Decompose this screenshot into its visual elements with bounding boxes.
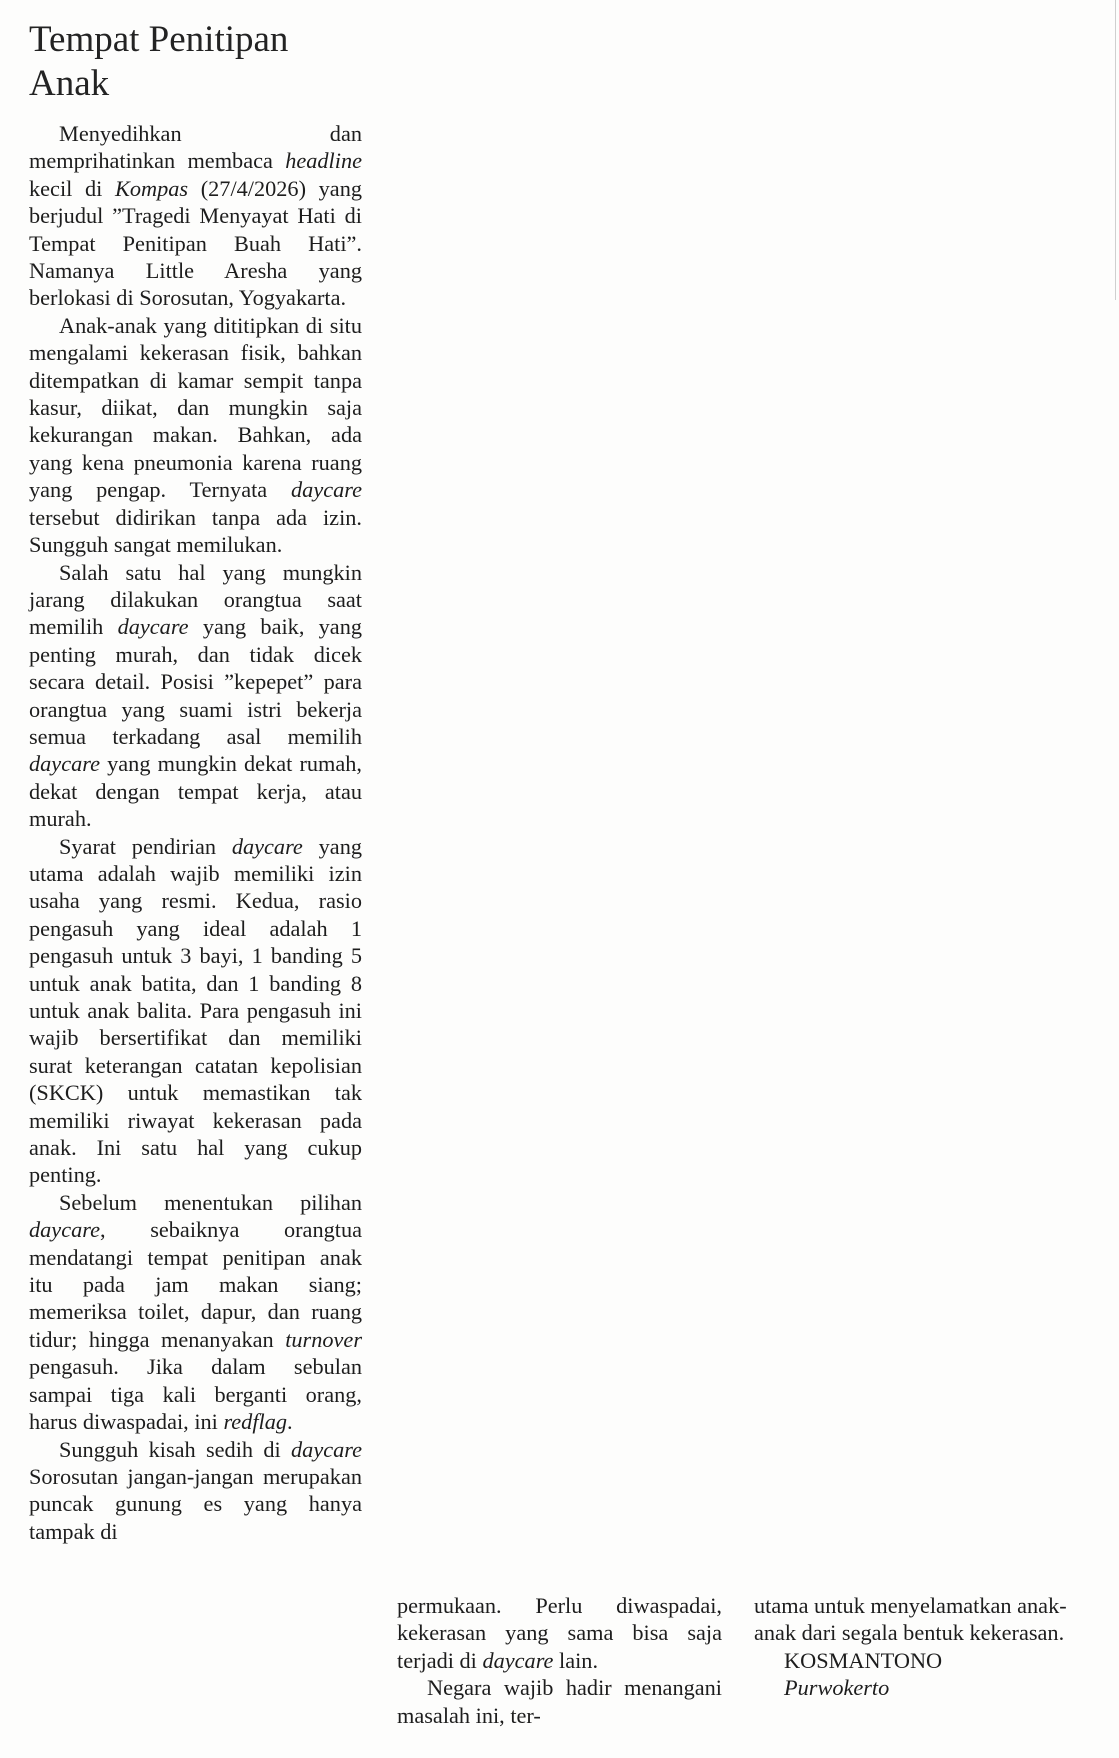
paragraph-2-italic: daycare xyxy=(291,477,362,503)
paragraph-1-italic-headline: headline xyxy=(285,148,362,174)
article-column-1 xyxy=(29,120,362,1545)
paragraph-6-italic: daycare xyxy=(291,1436,362,1462)
paragraph-3-text: yang mungkin dekat rumah, dekat dengan tempat kerja, atau murah. xyxy=(29,751,362,832)
paragraph-6-text: Sungguh kisah sedih di xyxy=(59,1436,292,1462)
author-city: Purwokerto xyxy=(784,1675,890,1701)
paragraph-7-continued xyxy=(754,1592,1078,1647)
paragraph-5 xyxy=(29,1189,362,1436)
paragraph-7-text: Negara wajib hadir menangani masalah ini, ter- xyxy=(397,1675,722,1728)
paragraph-6-text: Sorosutan jangan-jangan merupakan puncak gunung es yang hanya tampak di xyxy=(29,1463,362,1544)
paragraph-5-text: , sebaiknya orangtua mendatangi tempat penitipan anak itu pada jam makan siang; memeriksa toilet, dapur, dan ruang tidur; hingga menanyakan xyxy=(29,1217,362,1352)
article-title: Tempat Penitipan Anak xyxy=(29,19,289,104)
paragraph-2 xyxy=(29,312,362,559)
paragraph-5-italic: redflag xyxy=(223,1409,288,1435)
paragraph-3-text: Salah satu hal yang mungkin jarang dilakukan orangtua saat memilih xyxy=(29,559,362,640)
paragraph-6-continued-text: permukaan. Perlu diwaspadai, kekerasan yang sama bisa saja terjadi di xyxy=(397,1593,722,1673)
paragraph-6-continued xyxy=(397,1592,722,1674)
paragraph-1-text: (27/4/2026) yang berjudul ”Tragedi Menyayat Hati di Tempat Penitipan Buah Hati”. Namanya Little Aresha yang berlokasi di Sorosutan, Yogyakarta. xyxy=(29,175,362,311)
paragraph-5-text: pengasuh. Jika dalam sebulan sampai tiga kali berganti orang, harus diwaspadai, ini xyxy=(29,1354,362,1435)
paragraph-7 xyxy=(397,1674,722,1729)
paragraph-1 xyxy=(29,120,362,312)
paragraph-4-text: Syarat pendirian xyxy=(59,833,232,859)
paragraph-7-continued-text: utama untuk menyelamatkan anak-anak dari segala bentuk kekerasan. xyxy=(754,1593,1067,1646)
paragraph-3 xyxy=(29,559,362,833)
paragraph-3-text: yang baik, yang penting murah, dan tidak dicek secara detail. Posisi ”kepepet” para orangtua yang suami istri bekerja semua terkadang asal memilih xyxy=(29,614,362,749)
paragraph-4-italic: daycare xyxy=(231,833,303,859)
paragraph-1-italic-kompas: Kompas xyxy=(114,175,189,201)
scan-edge-line xyxy=(1115,0,1116,300)
paragraph-5-italic: daycare xyxy=(29,1217,100,1243)
paragraph-6-continued-italic: daycare xyxy=(482,1647,554,1673)
paragraph-1-text: Menyedihkan dan memprihatinkan membaca xyxy=(29,121,362,174)
paragraph-6-continued-text: lain. xyxy=(553,1647,599,1673)
paragraph-3-italic: daycare xyxy=(29,751,100,777)
paragraph-4 xyxy=(29,833,362,1189)
paragraph-1-text: kecil di xyxy=(29,175,115,201)
paragraph-2-text: tersebut didirikan tanpa ada izin. Sungguh sangat memilukan. xyxy=(29,504,362,558)
paragraph-5-text: Sebelum menentukan pilihan xyxy=(59,1189,362,1215)
paragraph-6 xyxy=(29,1436,362,1546)
article-column-2 xyxy=(397,1592,722,1729)
paragraph-2-text: Anak-anak yang dititipkan di situ mengalami kekerasan fisik, bahkan ditempatkan di kamar sempit tanpa kasur, diikat, dan mungkin saja kekurangan makan. Bahkan, ada yang kena pneumonia karena ruang yang pengap. Ternyata xyxy=(29,312,362,503)
author-name: KOSMANTONO xyxy=(784,1647,943,1673)
paragraph-3-italic: daycare xyxy=(117,614,189,640)
paragraph-5-text: . xyxy=(287,1409,293,1435)
paragraph-4-text: yang utama adalah wajib memiliki izin usaha yang resmi. Kedua, rasio pengasuh yang ideal adalah 1 pengasuh untuk 3 bayi, 1 banding 5 untuk anak batita, dan 1 banding 8 untuk anak balita. Para pengasuh ini wajib bersertifikat dan memiliki surat keterangan catatan kepolisian (SKCK) untuk memastikan tak memiliki riwayat kekerasan pada anak. Ini satu hal yang cukup penting. xyxy=(29,833,363,1188)
article-column-3 xyxy=(754,1592,1078,1702)
paragraph-5-italic: turnover xyxy=(285,1326,362,1352)
